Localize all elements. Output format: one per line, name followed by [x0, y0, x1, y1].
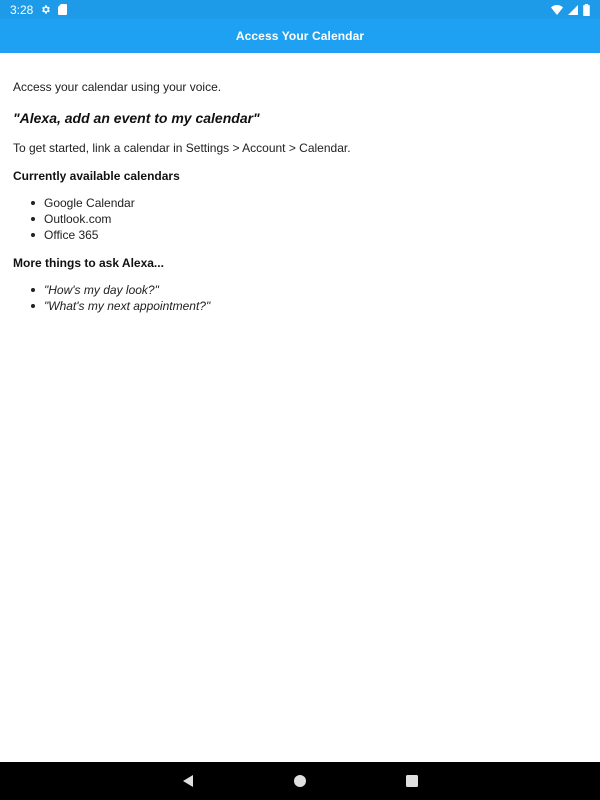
- status-time: 3:28: [10, 2, 34, 17]
- phrases-list: [13, 282, 587, 314]
- sd-card-icon: [58, 4, 67, 15]
- phrase-text: "What's my next appointment?": [44, 299, 211, 313]
- battery-icon: [583, 4, 590, 16]
- recents-button[interactable]: [400, 769, 424, 793]
- status-left: [10, 3, 67, 17]
- home-icon: [293, 774, 307, 788]
- voice-command-quote: "Alexa, add an event to my calendar": [13, 110, 260, 126]
- status-bar: [0, 0, 600, 19]
- back-button[interactable]: [176, 769, 200, 793]
- calendar-name: Google Calendar: [44, 196, 135, 210]
- status-right: [551, 4, 590, 16]
- list-item: [31, 195, 587, 211]
- calendars-heading: Currently available calendars: [13, 169, 180, 183]
- navigation-bar: [0, 762, 600, 800]
- phrase-text: "How's my day look?": [44, 283, 159, 297]
- back-icon: [181, 774, 195, 788]
- calendars-list: [13, 195, 587, 243]
- list-item: [31, 211, 587, 227]
- wifi-icon: [551, 5, 563, 15]
- list-item: [31, 282, 587, 298]
- app-bar: [0, 19, 600, 53]
- signal-icon: [568, 5, 578, 15]
- calendar-name: Office 365: [44, 228, 99, 242]
- gear-icon: [40, 4, 51, 15]
- list-item: [31, 227, 587, 243]
- calendar-name: Outlook.com: [44, 212, 112, 226]
- home-button[interactable]: [288, 769, 312, 793]
- main-content: [13, 53, 587, 314]
- recents-icon: [405, 774, 419, 788]
- list-item: [31, 298, 587, 314]
- more-things-heading: More things to ask Alexa...: [13, 256, 164, 270]
- get-started-text: To get started, link a calendar in Settings > Account > Calendar.: [13, 141, 351, 155]
- intro-text: Access your calendar using your voice.: [13, 80, 222, 94]
- page-title: Access Your Calendar: [235, 29, 365, 43]
